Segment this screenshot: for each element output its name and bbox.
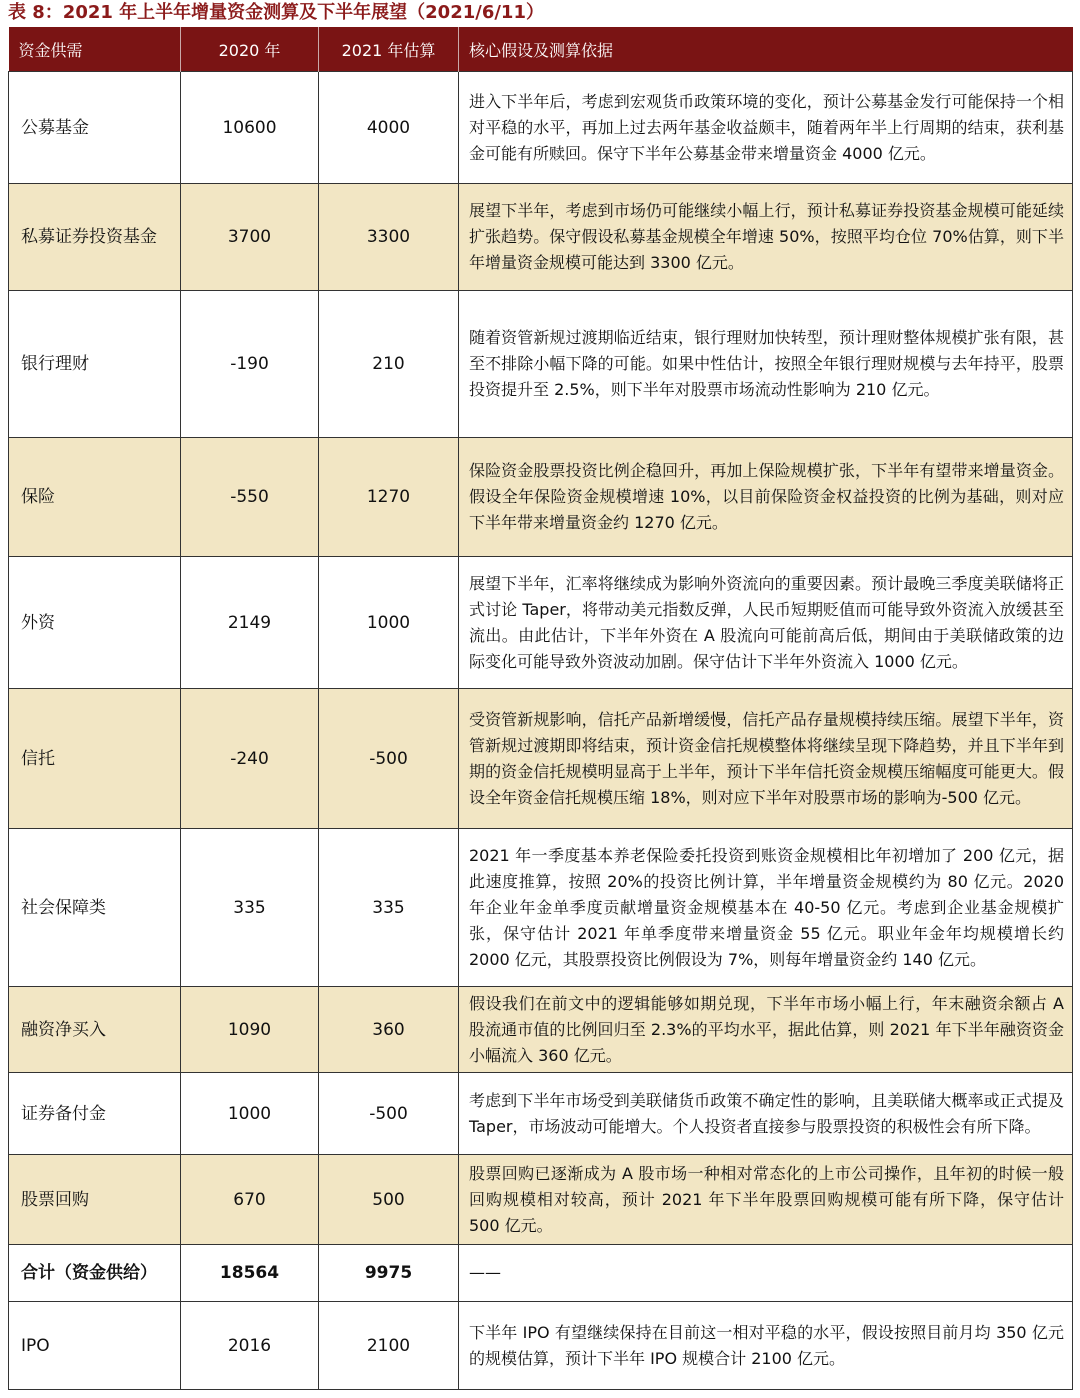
table-row xyxy=(9,987,1073,1073)
table-row xyxy=(9,557,1073,689)
table-row xyxy=(9,829,1073,987)
header-2020: 2020 年 xyxy=(181,27,319,72)
row-desc: 股票回购已逐渐成为 A 股市场一种相对常态化的上市公司操作，且年初的时候一般回购规模相对较高，预计 2021 年下半年股票回购规模可能有所下降，保守估计 500 亿元。 xyxy=(459,1155,1073,1245)
row-2020: 335 xyxy=(181,829,319,987)
row-2021: 9975 xyxy=(319,1245,459,1302)
row-name: 私募证券投资基金 xyxy=(9,184,181,291)
row-desc: 考虑到下半年市场受到美联储货币政策不确定性的影响，且美联储大概率或正式提及 Taper，市场波动可能增大。个人投资者直接参与股票投资的积极性会有所下降。 xyxy=(459,1073,1073,1155)
row-desc: 假设我们在前文中的逻辑能够如期兑现，下半年市场小幅上行，年末融资余额占 A 股流通市值的比例回归至 2.3%的平均水平，据此估算，则 2021 年下半年融资资金小幅流入 360 亿元。 xyxy=(459,987,1073,1073)
row-2021: 1000 xyxy=(319,557,459,689)
table-title: 表 8：2021 年上半年增量资金测算及下半年展望（2021/6/11） xyxy=(8,2,544,23)
row-2020: -190 xyxy=(181,291,319,438)
row-2020: 1000 xyxy=(181,1073,319,1155)
total-row xyxy=(9,1245,1073,1302)
row-2020: 1090 xyxy=(181,987,319,1073)
row-desc: 下半年 IPO 有望继续保持在目前这一相对平稳的水平，假设按照目前月均 350 亿元的规模估算，预计下半年 IPO 规模合计 2100 亿元。 xyxy=(459,1302,1073,1390)
row-2021: 335 xyxy=(319,829,459,987)
row-name: 股票回购 xyxy=(9,1155,181,1245)
header-assumptions: 核心假设及测算依据 xyxy=(459,27,1073,72)
row-2020: 10600 xyxy=(181,72,319,184)
table-row xyxy=(9,689,1073,829)
row-2021: -500 xyxy=(319,1073,459,1155)
row-2021: 4000 xyxy=(319,72,459,184)
row-2020: 2016 xyxy=(181,1302,319,1390)
row-2020: 3700 xyxy=(181,184,319,291)
row-name: 合计（资金供给） xyxy=(9,1245,181,1302)
table-row xyxy=(9,438,1073,557)
header-row xyxy=(9,27,1073,72)
row-desc: 展望下半年，考虑到市场仍可能继续小幅上行，预计私募证券投资基金规模可能延续扩张趋势。保守假设私募基金规模全年增速 50%，按照平均仓位 70%估算，则下半年增量资金规模可能达到 3300 亿元。 xyxy=(459,184,1073,291)
row-2020: -240 xyxy=(181,689,319,829)
row-name: 融资净买入 xyxy=(9,987,181,1073)
table-row xyxy=(9,1302,1073,1390)
table-row xyxy=(9,72,1073,184)
table-row xyxy=(9,1073,1073,1155)
row-2021: 210 xyxy=(319,291,459,438)
row-2021: 3300 xyxy=(319,184,459,291)
table-row xyxy=(9,291,1073,438)
row-2020: 670 xyxy=(181,1155,319,1245)
row-name: 银行理财 xyxy=(9,291,181,438)
row-desc: —— xyxy=(459,1245,1073,1302)
row-2021: -500 xyxy=(319,689,459,829)
row-name: 公募基金 xyxy=(9,72,181,184)
row-name: 证券备付金 xyxy=(9,1073,181,1155)
row-name: 信托 xyxy=(9,689,181,829)
row-2021: 1270 xyxy=(319,438,459,557)
row-name: IPO xyxy=(9,1302,181,1390)
row-desc: 2021 年一季度基本养老保险委托投资到账资金规模相比年初增加了 200 亿元，据此速度推算，按照 20%的投资比例计算，半年增量资金规模约为 80 亿元。2020 年企业年金单季度贡献增量资金规模基本在 40-50 亿元。考虑到企业基金规模扩张，保守估计 2021 年单季度带来增量资金 55 亿元。职业年金年均规模增长约 2000 亿元，其股票投资比例假设为 7%，则每年增量资金约 140 亿元。 xyxy=(459,829,1073,987)
header-supply-demand: 资金供需 xyxy=(9,27,181,72)
header-2021-estimate: 2021 年估算 xyxy=(319,27,459,72)
funds-table xyxy=(8,27,1073,1390)
row-name: 外资 xyxy=(9,557,181,689)
row-name: 社会保障类 xyxy=(9,829,181,987)
row-desc: 受资管新规影响，信托产品新增缓慢，信托产品存量规模持续压缩。展望下半年，资管新规过渡期即将结束，预计资金信托规模整体将继续呈现下降趋势，并且下半年到期的资金信托规模明显高于上半年，预计下半年信托资金规模压缩幅度可能更大。假设全年资金信托规模压缩 18%，则对应下半年对股票市场的影响为-500 亿元。 xyxy=(459,689,1073,829)
row-desc: 随着资管新规过渡期临近结束，银行理财加快转型，预计理财整体规模扩张有限，甚至不排除小幅下降的可能。如果中性估计，按照全年银行理财规模与去年持平，股票投资提升至 2.5%，则下半年对股票市场流动性影响为 210 亿元。 xyxy=(459,291,1073,438)
row-2021: 360 xyxy=(319,987,459,1073)
row-2020: -550 xyxy=(181,438,319,557)
row-desc: 保险资金股票投资比例企稳回升，再加上保险规模扩张，下半年有望带来增量资金。假设全年保险资金规模增速 10%，以目前保险资金权益投资的比例为基础，则对应下半年带来增量资金约 1270 亿元。 xyxy=(459,438,1073,557)
row-desc: 展望下半年，汇率将继续成为影响外资流向的重要因素。预计最晚三季度美联储将正式讨论 Taper，将带动美元指数反弹，人民币短期贬值而可能导致外资流入放缓甚至流出。由此估计，下半年外资在 A 股流向可能前高后低，期间由于美联储政策的边际变化可能导致外资波动加剧。保守估计下半年外资流入 1000 亿元。 xyxy=(459,557,1073,689)
table-row xyxy=(9,1155,1073,1245)
row-desc: 进入下半年后，考虑到宏观货币政策环境的变化，预计公募基金发行可能保持一个相对平稳的水平，再加上过去两年基金收益颇丰，随着两年半上行周期的结束，获利基金可能有所赎回。保守下半年公募基金带来增量资金 4000 亿元。 xyxy=(459,72,1073,184)
row-2021: 2100 xyxy=(319,1302,459,1390)
row-2020: 2149 xyxy=(181,557,319,689)
row-2021: 500 xyxy=(319,1155,459,1245)
table-row xyxy=(9,184,1073,291)
row-2020: 18564 xyxy=(181,1245,319,1302)
row-name: 保险 xyxy=(9,438,181,557)
